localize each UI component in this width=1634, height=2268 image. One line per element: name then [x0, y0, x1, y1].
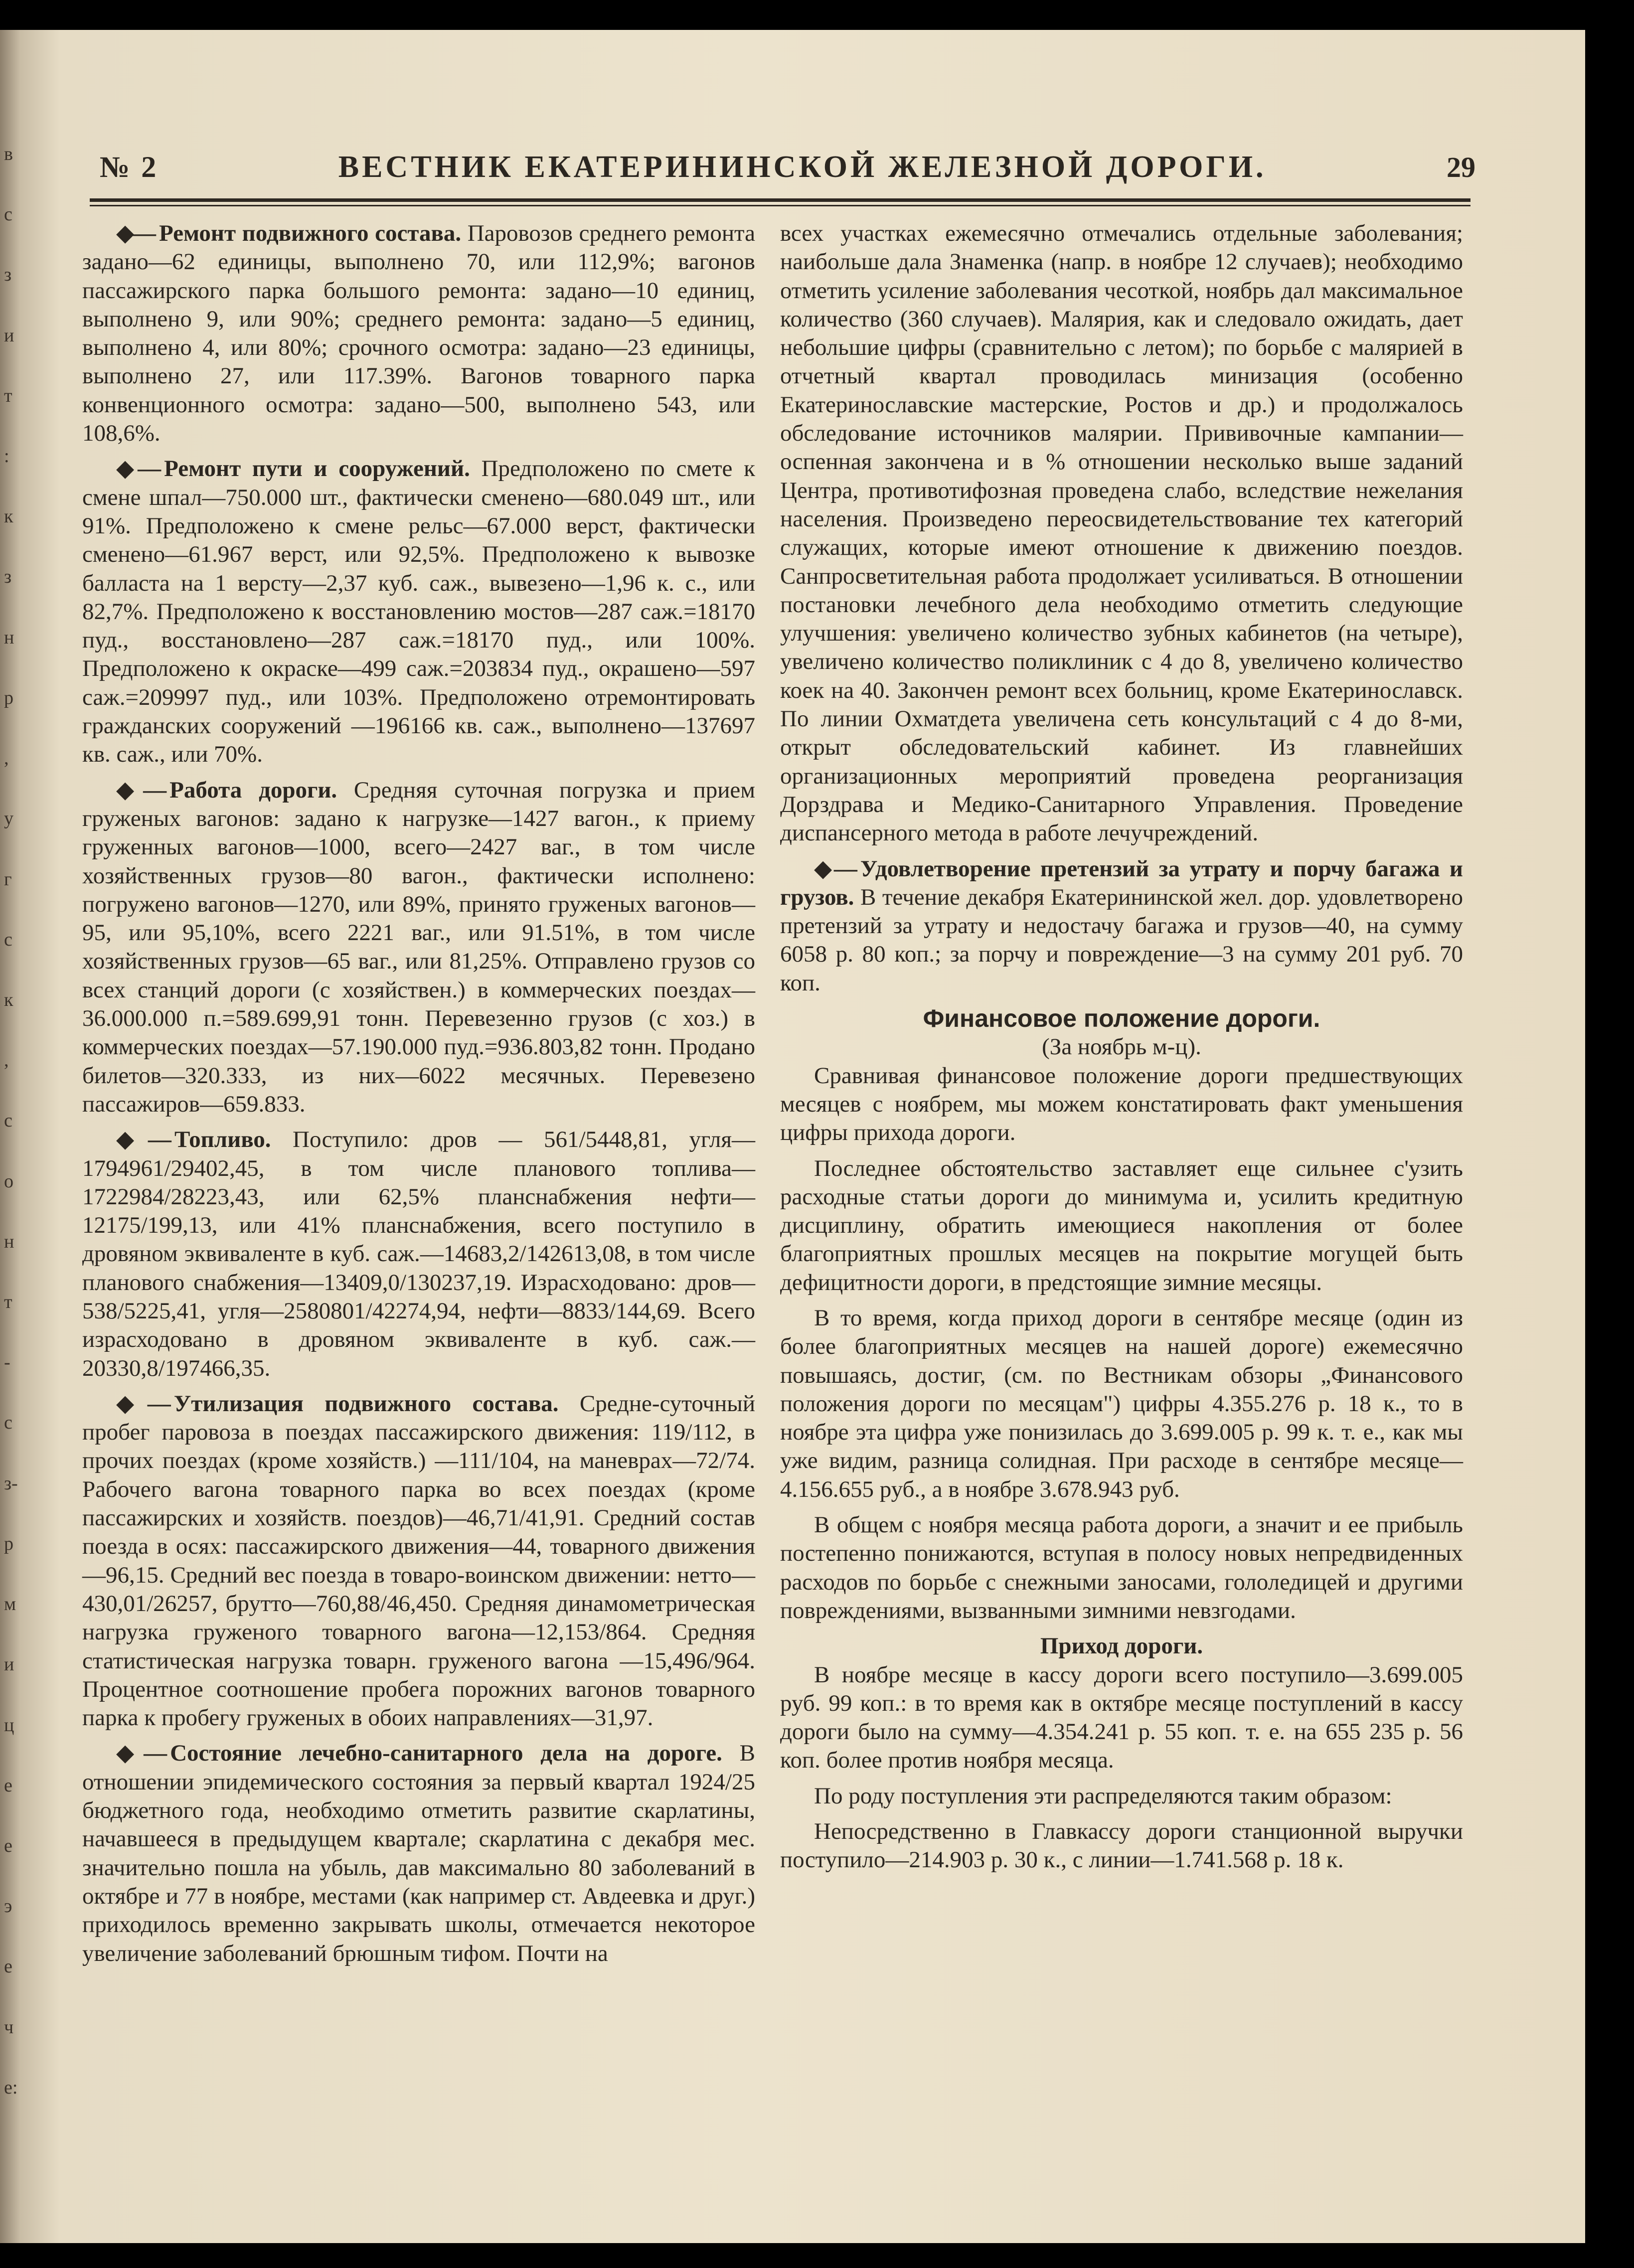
gutter-fragment: с	[4, 204, 12, 225]
gutter-fragment: с	[4, 1110, 12, 1131]
section-rolling-stock-utilization	[82, 1390, 755, 1733]
section-track-repair	[82, 455, 755, 769]
header-rule	[90, 198, 1471, 206]
page-header	[100, 150, 1475, 194]
section-text: Средне-суточный пробег паровоза в поездах пассажирского движения: 119/112, в прочих поездах (кроме хозяйств.) —111/104, на маневрах—72/74. Рабочего вагона товарного парка во всех поездах (кроме пассажирских и хозяйств. поездов)—46,71/41,91. Средний состав поезда в осях: пассажирского движения—44, товарного движения—96,15. Средний вес поезда в товаро-воинском движении: нетто—430,01/26257, брутто—760,88/46,450. Средняя динамометрическая нагрузка груженого товарного вагона—12,153/864. Средняя статистическая нагрузка товарн. груженого вагона —15,496/964. Процентное соотношение пробега порожних вагонов товарного парка к пробегу груженых в обоих направлениях—31,97.	[82, 1390, 755, 1731]
section-title: Топливо.	[174, 1127, 271, 1153]
gutter-fragment: н	[4, 627, 14, 648]
gutter-fragment: е	[4, 1775, 12, 1796]
section-text: Поступило: дров — 561/5448,81, угля—1794961/29402,45, в том числе планового топлива—1722984/28223,43, или 62,5% планснабжения нефти—12175/199,13, или 41% планснабжения, всего поступило в дровяном эквиваленте в куб. саж.—14683,2/142613,08, в том числе планового снабжения—13409,0/130237,19. Израсходовано: дров—538/5225,41, угля—2580801/42274,94, нефти—8833/144,69. Всего израсходовано в дровяном эквиваленте в куб. саж.—20330,8/197466,35.	[82, 1127, 755, 1381]
section-text: Предположено по смете к смене шпал—750.000 шт., фактически сменено—680.049 шт., или 91%. Предположено к смене рельс—67.000 верст, фактически сменено—61.967 верст, или 92,5%. Предположено к вывозке балласта на 1 версту—2,37 куб. саж., вывезено—1,96 к. с., или 82,7%. Предположено к восстановлению мостов—287 саж.=18170 пуд., восстановлено—287 саж.=18170 пуд., или 100%. Предположено к окраске—499 саж.=203834 пуд., окрашено—597 саж.=209997 пуд., или 103%. Предположено отремонтировать гражданских сооружений —196166 кв. саж., выполнено—137697 кв. саж., или 70%.	[82, 456, 756, 768]
gutter-fragment: к	[4, 506, 13, 527]
diamond-arrow-bullet-icon: ◆—	[116, 1390, 169, 1417]
income-paragraph: Непосредственно в Главкассу дороги станционной выручки поступило—214.903 р. 30 к., с линии—1.741.568 р. 18 к.	[780, 1818, 1463, 1873]
section-title: Удовлетворение претензий за утрату и порчу багажа и грузов.	[780, 855, 1463, 910]
gutter-fragment: у	[4, 808, 13, 829]
gutter-fragment: с	[4, 929, 12, 950]
gutter-fragment: :	[4, 446, 9, 467]
finance-paragraph: В общем с ноября месяца работа дороги, а значит и ее прибыль постепенно понижаются, вступая в полосу новых непредвиденных расходов по борьбе с снежными заносами, гололедицей и другими повреждениями, вызванными зимними невзгодами.	[780, 1512, 1463, 1623]
gutter-fragment: э	[4, 1896, 12, 1917]
section-title: Ремонт пути и сооружений.	[164, 456, 470, 482]
section-medical	[82, 1739, 755, 1967]
gutter-fragment: р	[4, 1533, 13, 1554]
gutter-fragment: е	[4, 1956, 12, 1977]
section-text: Паровозов среднего ремонта задано—62 единицы, выполнено 70, или 112,9%; вагонов пассажирского парка большого ремонта: задано—10 единиц, выполнено 9, или 90%; среднего ремонта: задано—5 единиц, выполнено 4, или 80%; срочного осмотра: задано—23 единицы, выполнено 27, или 117.39%. Вагонов товарного парка конвенционного осмотра: задано—500, выполнено 543, или 108,6%.	[82, 220, 755, 447]
section-text: Средняя суточная погрузка и прием груженых вагонов: задано к нагрузке—1427 вагон., к приему груженных вагонов—1000, всего—2427 ваг., в том числе хозяйственных грузов—80 вагон., фактически исполнено: погружено вагонов—1270, или 89%, принято груженых вагонов—95, или 95,10%, всего 2221 ваг., или 91.51%, в том числе хозяйственных грузов—65 ваг., или 81,25%. Отправлено грузов со всех станций дороги (с хозяйствен.) в коммерческих поездах—36.000.000 п.=589.699,91 тонн. Перевезенно грузов (с хоз.) в коммерческих поездах—57.190.000 пуд.=936.803,82 тонн. Продано билетов—320.333, из них—6022 месячных. Перевезено пассажиров—659.833.	[82, 777, 756, 1117]
section-text: В отношении эпидемического состояния за первый квартал 1924/25 бюджетного года, необходимо отметить развитие скарлатины, начавшееся в предыдущем квартале; скарлатина с декабря мес. значительно пошла на убыль, дав максимально 80 заболеваний в октябре и 77 в ноябре, местами (как например ст. Авдеевка и друг.) приходилось временно закрывать школы, отмечается некоторое увеличение заболеваний брюшным тифом. Почти на	[82, 1740, 755, 1966]
gutter-fragment: и	[4, 325, 14, 346]
income-paragraph: В ноябре месяце в кассу дороги всего поступило—3.699.005 руб. 99 коп.: в то время как в октябре месяце поступлений в кассу дороги было на сумму—4.354.241 р. 55 коп. т. е. на 655 235 р. 56 коп. более против ноября месяца.	[780, 1661, 1463, 1774]
finance-subheading: (За ноябрь м-ц).	[1042, 1034, 1201, 1060]
section-rolling-stock-repair	[82, 219, 755, 448]
issue-number: № 2	[100, 151, 159, 183]
income-paragraph: По роду поступления эти распределяются таким образом:	[814, 1782, 1392, 1809]
newspaper-page	[0, 30, 1585, 2243]
journal-title: ВЕСТНИК ЕКАТЕРИНИНСКОЙ ЖЕЛЕЗНОЙ ДОРОГИ.	[338, 150, 1267, 184]
diamond-arrow-bullet-icon: ◆—	[116, 220, 155, 246]
section-title: Состояние лечебно-санитарного дела на дороге.	[170, 1740, 722, 1767]
gutter-fragment: ,	[4, 748, 9, 769]
diamond-arrow-bullet-icon: ◆—	[116, 1740, 165, 1767]
section-title: Ремонт подвижного состава.	[159, 220, 462, 246]
gutter-fragment: т	[4, 385, 12, 406]
gutter-fragment: и	[4, 1654, 14, 1675]
diamond-arrow-bullet-icon: ◆—	[116, 777, 165, 803]
gutter-fragment: с	[4, 1412, 12, 1433]
finance-paragraph: Последнее обстоятельство заставляет еще сильнее с'узить расходные статьи дороги до минимума и, усилить кредитную дисциплину, обратить имеющиеся накопления от более благоприятных прошлых месяцев на покрытие могущей быть дефицитности дороги, в предстоящие зимние месяцы.	[780, 1155, 1463, 1296]
gutter-fragment: ,	[4, 1050, 9, 1071]
diamond-arrow-bullet-icon: ◆—	[814, 855, 855, 882]
section-road-work	[82, 776, 755, 1119]
page-number: 29	[1446, 151, 1475, 183]
gutter-fragment: з	[4, 566, 12, 587]
left-gutter-fragments	[4, 145, 24, 2188]
section-title: Утилизация подвижного состава.	[173, 1390, 559, 1417]
gutter-fragment: ц	[4, 1715, 14, 1736]
section-claims	[780, 855, 1463, 997]
gutter-fragment: к	[4, 989, 13, 1010]
gutter-fragment: в	[4, 144, 13, 164]
finance-paragraph: Сравнивая финансовое положение дороги предшествующих месяцев с ноябрем, мы можем констатировать факт уменьшения цифры прихода дороги.	[780, 1062, 1463, 1146]
medical-continuation: всех участках ежемесячно отмечались отдельные заболевания; наибольше дала Знаменка (напр. в ноябре 12 случаев); необходимо отметить усиление заболевания чесоткой, ноябрь дал максимальное количество (360 случаев). Малярия, как и следовало ожидать, дает небольшие цифры (сравнительно с летом); по борьбе с малярией в отчетный квартал проводилась минизация (особенно Екатеринославские мастерские, Ростов и др.) и продолжалось обследование источников малярии. Прививочные кампании—оспенная закончена и в % отношении несколько выше заданий Центра, противотифозная проведена слабо, вследствие нежелания населения. Произведено переосвидетельствование тех категорий служащих, которые имеют отношение к движению поездов. Санпросветительная работа продолжает усиливаться. В отношении постановки лечебного дела необходимо отметить следующие улучшения: увеличено количество зубных кабинетов (на четыре), увеличено количество поликлиник с 4 до 8, увеличено количество коек на 40. Закончен ремонт всех больниц, кроме Екатеринославск. По линии Охматдета увеличена сеть консультаций с 4 до 8-ми, открыт обследовательский кабинет. Из главнейших организационных мероприятий проведена реорганизация Дорздрава и Медико-Санитарного Управления. Проведение диспансерного метода в работе лечучреждений.	[780, 220, 1463, 846]
gutter-fragment: г	[4, 869, 12, 890]
gutter-fragment: м	[4, 1594, 16, 1615]
gutter-fragment: о	[4, 1171, 13, 1192]
finance-heading: Финансовое положение дороги.	[923, 1004, 1320, 1033]
finance-paragraph: В то время, когда приход дороги в сентябре месяце (один из более благоприятных месяцев на нашей дороге) ежемесячно повышаясь, достиг, (см. по Вестникам обзоры „Финансового положения дороги по месяцам") цифры 4.355.276 р. 18 к., то в ноябре эта цифра уже понизилась до 3.699.005 р. 99 к. т. е., как мы уже видим, разница солидная. При расходе в сентябре месяце—4.156.655 руб., а в ноябре 3.678.943 руб.	[780, 1304, 1463, 1502]
gutter-fragment: р	[4, 687, 13, 708]
right-column	[780, 219, 1463, 1882]
gutter-fragment: з-	[4, 1473, 18, 1494]
income-heading: Приход дороги.	[1040, 1633, 1203, 1659]
gutter-fragment: -	[4, 1352, 10, 1373]
diamond-arrow-bullet-icon: ◆—	[116, 1127, 169, 1153]
section-text: В течение декабря Екатерининской жел. дор. удовлетворено претензий за утрату и недостачу багажа и грузов—40, на сумму 6058 р. 80 коп.; за порчу и повреждение—3 на сумму 201 руб. 70 коп.	[780, 884, 1464, 996]
section-fuel	[82, 1126, 755, 1383]
diamond-arrow-bullet-icon: ◆—	[116, 456, 160, 482]
gutter-fragment: н	[4, 1231, 14, 1252]
gutter-fragment: е:	[4, 2077, 18, 2098]
gutter-fragment: е	[4, 1835, 12, 1856]
section-title: Работа дороги.	[169, 777, 337, 803]
left-column	[82, 219, 755, 1975]
gutter-fragment: т	[4, 1292, 12, 1312]
gutter-fragment: з	[4, 264, 12, 285]
gutter-fragment: ч	[4, 2017, 14, 2038]
